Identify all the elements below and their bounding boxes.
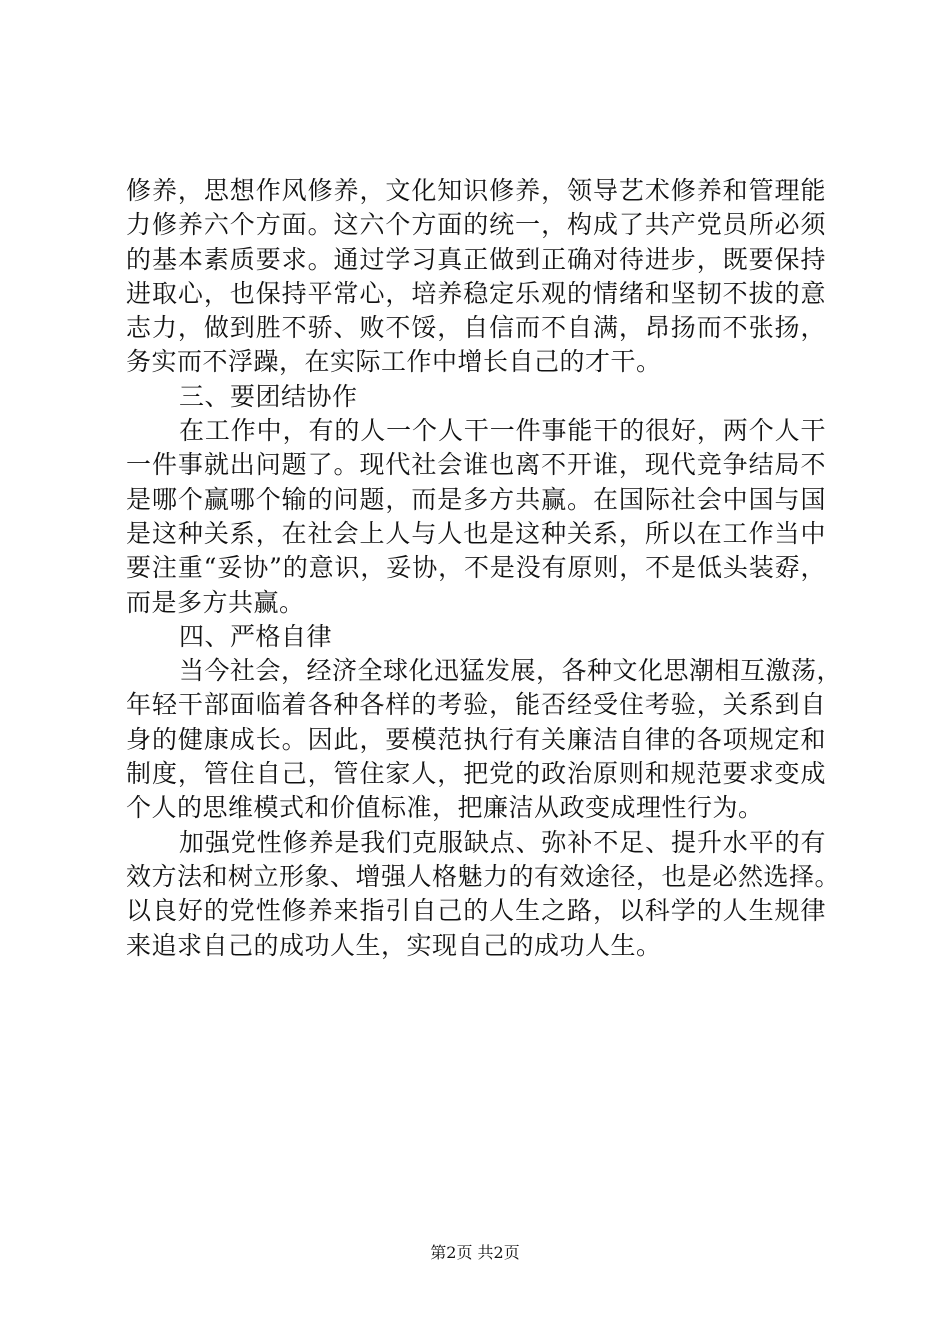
text-line: 效方法和树立形象、增强人格魅力的有效途径，也是必然选择。: [126, 861, 841, 891]
page-number-footer: 第2页 共2页: [430, 1243, 520, 1262]
text-line: 加强党性修养是我们克服缺点、弥补不足、提升水平的有: [179, 827, 826, 857]
text-line: 年轻干部面临着各种各样的考验，能否经受住考验，关系到自: [126, 690, 826, 720]
text-line: 一件事就出问题了。现代社会谁也离不开谁，现代竞争结局不: [126, 450, 826, 480]
text-line: 力修养六个方面。这六个方面的统一，构成了共产党员所必须: [126, 210, 826, 240]
document-body: [126, 174, 843, 963]
text-line: 身的健康成长。因此，要模范执行有关廉洁自律的各项规定和: [126, 724, 826, 754]
text-line: 是哪个赢哪个输的问题，而是多方共赢。在国际社会中国与国: [126, 484, 826, 514]
section-heading: 四、严格自律: [179, 621, 333, 651]
text-line: 进取心，也保持平常心，培养稳定乐观的情绪和坚韧不拔的意: [126, 278, 826, 308]
text-line: 的基本素质要求。通过学习真正做到正确对待进步，既要保持: [126, 244, 826, 274]
text-line: 当今社会，经济全球化迅猛发展，各种文化思潮相互激荡，: [179, 656, 843, 686]
text-line: 志力，做到胜不骄、败不馁，自信而不自满，昂扬而不张扬，: [126, 313, 826, 343]
text-line: 修养，思想作风修养，文化知识修养，领导艺术修养和管理能: [126, 176, 826, 205]
section-heading: 三、要团结协作: [179, 381, 358, 411]
text-line: 个人的思维模式和价值标准，把廉洁从政变成理性行为。: [126, 793, 764, 823]
text-line: 在工作中，有的人一个人干一件事能干的很好，两个人干: [179, 416, 826, 446]
text-line: 务实而不浮躁，在实际工作中增长自己的才干。: [126, 347, 662, 377]
text-line: 来追求自己的成功人生，实现自己的成功人生。: [126, 930, 662, 960]
text-line: 要注重“妥协”的意识，妥协，不是没有原则，不是低头装孬，: [126, 553, 826, 583]
text-line: 制度，管住自己，管住家人，把党的政治原则和规范要求变成: [126, 759, 826, 789]
text-line: 以良好的党性修养来指引自己的人生之路，以科学的人生规律: [126, 896, 826, 926]
text-line: 是这种关系，在社会上人与人也是这种关系，所以在工作当中: [126, 518, 826, 548]
text-line: 而是多方共赢。: [126, 587, 305, 617]
